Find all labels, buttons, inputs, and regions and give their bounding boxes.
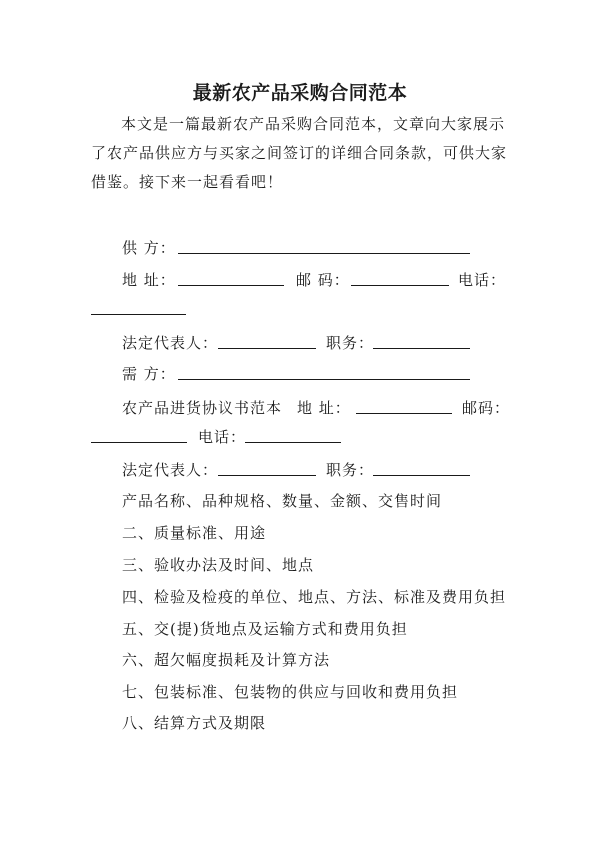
buyer-template-text: 农产品进货协议书范本 <box>122 399 283 417</box>
buyer-address-blank[interactable] <box>356 396 452 414</box>
supplier-party-row <box>0 236 600 260</box>
clause-item <box>0 711 600 735</box>
buyer-phone-label: 电话： <box>198 428 247 446</box>
buyer-address-row <box>0 396 600 420</box>
supplier-address-blank[interactable] <box>178 268 284 286</box>
buyer-title-blank[interactable] <box>373 458 470 476</box>
buyer-postcode-blank[interactable] <box>91 425 187 443</box>
buyer-postcode-row <box>0 425 600 449</box>
supplier-address-label: 地 址： <box>122 271 176 289</box>
clause-item <box>0 585 600 609</box>
supplier-phone-label: 电话： <box>458 271 507 289</box>
buyer-rep-label: 法定代表人： <box>122 461 219 479</box>
buyer-address-label: 地 址： <box>297 399 351 417</box>
supplier-rep-blank[interactable] <box>218 331 316 349</box>
buyer-rep-blank[interactable] <box>218 458 316 476</box>
buyer-party-blank[interactable] <box>178 362 470 380</box>
buyer-postcode-label: 邮码： <box>462 399 511 417</box>
clause-text: 二、质量标准、用途 <box>122 524 267 542</box>
supplier-postcode-blank[interactable] <box>351 268 449 286</box>
clause-text: 四、检验及检疫的单位、地点、方法、标准及费用负担 <box>122 588 507 606</box>
buyer-title-label: 职务： <box>326 461 375 479</box>
clause-text: 五、交(提)货地点及运输方式和费用负担 <box>122 620 408 638</box>
supplier-postcode-label: 邮 码： <box>296 271 350 289</box>
clause-item <box>0 680 600 704</box>
clause-text: 六、超欠幅度损耗及计算方法 <box>122 651 331 669</box>
supplier-rep-row <box>0 331 600 355</box>
buyer-party-label: 需 方： <box>122 365 176 383</box>
buyer-rep-row <box>0 458 600 482</box>
clause-item <box>0 521 600 545</box>
supplier-party-label: 供 方： <box>122 239 176 257</box>
clause-text: 产品名称、品种规格、数量、金额、交售时间 <box>122 492 443 510</box>
intro-paragraph: 本文是一篇最新农产品采购合同范本，文章向大家展示了农产品供应方与买家之间签订的详细合同条款，可供大家借鉴。接下来一起看看吧！ <box>91 115 508 191</box>
supplier-party-blank[interactable] <box>178 236 470 254</box>
clause-item <box>0 617 600 641</box>
document-title: 最新农产品采购合同范本 <box>192 82 408 104</box>
clause-item <box>0 489 600 513</box>
supplier-title-blank[interactable] <box>373 331 470 349</box>
supplier-phone-row <box>0 297 600 321</box>
clause-item <box>0 553 600 577</box>
supplier-phone-blank[interactable] <box>91 297 186 315</box>
buyer-party-row <box>0 362 600 386</box>
supplier-address-row <box>0 268 600 292</box>
clause-text: 三、验收办法及时间、地点 <box>122 556 315 574</box>
clause-item <box>0 648 600 672</box>
clause-text: 七、包装标准、包装物的供应与回收和费用负担 <box>122 683 459 701</box>
buyer-phone-blank[interactable] <box>245 425 341 443</box>
clause-text: 八、结算方式及期限 <box>122 714 267 732</box>
supplier-title-label: 职务： <box>326 334 375 352</box>
supplier-rep-label: 法定代表人： <box>122 334 219 352</box>
